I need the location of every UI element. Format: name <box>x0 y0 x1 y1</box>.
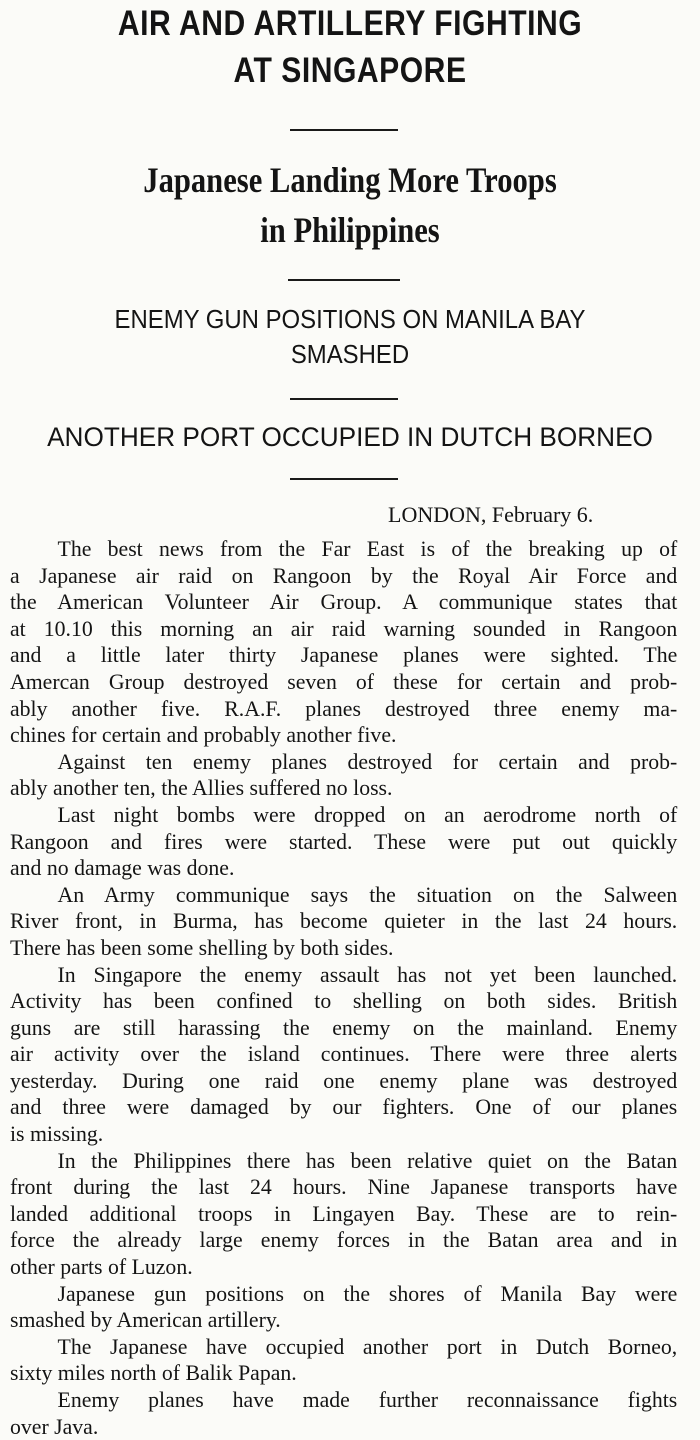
body-line: is missing. <box>10 1121 104 1147</box>
headline-line: AT SINGAPORE <box>233 51 467 90</box>
headline <box>49 0 651 94</box>
deck-heading-secondary: ANOTHER PORT OCCUPIED IN DUTCH BORNEO <box>47 422 653 452</box>
body-line: landed additional troops in Lingayen Bay. These are to rein- <box>10 1200 678 1226</box>
body-line: yesterday. During one raid one enemy plane was destroyed <box>10 1067 678 1093</box>
body-line: and a little later thirty Japanese planes were sighted. The <box>10 642 678 668</box>
deck-heading <box>28 302 672 372</box>
body-line: Amercan Group destroyed seven of these for certain and prob- <box>10 668 678 694</box>
article-body <box>10 536 684 1440</box>
body-line: sixty miles north of Balik Papan. <box>10 1360 297 1386</box>
divider-rule <box>290 129 398 131</box>
deck-heading-line: SMASHED <box>290 339 410 369</box>
body-line: a Japanese air raid on Rangoon by the Royal Air Force and <box>10 562 678 588</box>
deck-heading-line: ENEMY GUN POSITIONS ON MANILA BAY <box>114 304 586 334</box>
body-line: Rangoon and fires were started. These were put out quickly <box>10 828 678 854</box>
body-line: Against ten enemy planes destroyed for certain and prob- <box>57 748 678 774</box>
body-line: River front, in Burma, has become quieter in the last 24 hours. <box>10 908 678 934</box>
subheadline <box>53 155 648 255</box>
body-line: In the Philippines there has been relative quiet on the Batan <box>57 1147 678 1173</box>
dateline: LONDON, February 6. <box>388 502 594 527</box>
body-line: An Army communique says the situation on the Salween <box>57 881 678 907</box>
body-line: and three were damaged by our fighters. One of our planes <box>10 1094 678 1120</box>
body-line: the American Volunteer Air Group. A communique states that <box>10 589 678 615</box>
subheadline-line: in Philippines <box>260 210 440 250</box>
body-line: The Japanese have occupied another port in Dutch Borneo, <box>57 1333 678 1359</box>
body-line: Last night bombs were dropped on an aerodrome north of <box>57 801 678 827</box>
body-line: Japanese gun positions on the shores of Manila Bay were <box>57 1280 678 1306</box>
body-line: Enemy planes have made further reconnaissance fights <box>57 1387 678 1412</box>
body-line: ably another ten, the Allies suffered no loss. <box>10 775 393 801</box>
body-line: over Java. <box>10 1413 99 1439</box>
headline-line: AIR AND ARTILLERY FIGHTING <box>117 4 583 43</box>
body-line: guns are still harassing the enemy on the mainland. Enemy <box>10 1014 678 1040</box>
body-line: at 10.10 this morning an air raid warning sounded in Rangoon <box>10 615 678 641</box>
body-line: front during the last 24 hours. Nine Japanese transports have <box>10 1174 678 1200</box>
body-line: chines for certain and probably another five. <box>10 722 397 748</box>
body-line: There has been some shelling by both sides. <box>10 934 394 960</box>
divider-rule <box>290 478 398 480</box>
body-line: The best news from the Far East is of the breaking up of <box>57 536 678 561</box>
body-line: force the already large enemy forces in the Batan area and in <box>10 1227 678 1253</box>
body-line: and no damage was done. <box>10 855 235 881</box>
body-line: ably another five. R.A.F. planes destroyed three enemy ma- <box>10 695 678 721</box>
divider-rule <box>288 279 400 281</box>
body-line: other parts of Luzon. <box>10 1254 193 1280</box>
body-line: air activity over the island continues. There were three alerts <box>10 1041 678 1067</box>
body-line: smashed by American artillery. <box>10 1307 281 1333</box>
body-line: Activity has been confined to shelling on both sides. British <box>10 988 678 1014</box>
body-line: In Singapore the enemy assault has not yet been launched. <box>57 961 678 987</box>
divider-rule <box>290 398 398 400</box>
subheadline-line: Japanese Landing More Troops <box>143 160 557 200</box>
